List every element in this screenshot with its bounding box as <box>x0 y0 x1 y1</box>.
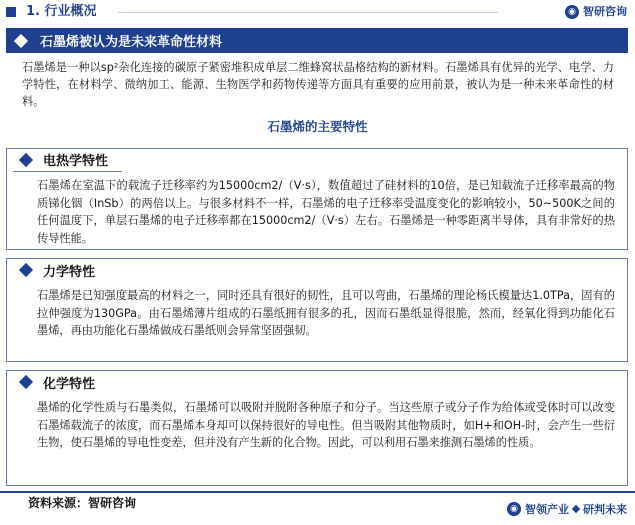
footer-divider <box>0 491 635 493</box>
diamond-icon <box>19 152 33 166</box>
top-bar <box>0 0 635 25</box>
diamond-icon <box>19 263 33 277</box>
title-banner <box>6 28 628 53</box>
section-header <box>13 148 122 172</box>
section-title: 1. 行业概况 <box>26 4 97 19</box>
brand-logo-icon: ◉ <box>565 5 579 19</box>
footer-slogan <box>507 501 627 517</box>
diamond-icon <box>14 33 28 47</box>
diamond-icon <box>19 375 33 389</box>
slogan-left: 智领产业 <box>525 503 569 516</box>
properties-subheading: 石墨烯的主要特性 <box>267 119 368 134</box>
source-note: 资料来源：智研咨询 <box>28 496 137 510</box>
section-marker-square <box>6 7 16 17</box>
section-body: 石墨烯是已知强度最高的材料之一，同时还具有很好的韧性，且可以弯曲，石墨烯的理论杨氏模量达1.0TPa，固有的拉伸强度为130GPa。由石墨烯薄片组成的石墨纸拥有很多的孔，因而石墨纸显得很脆，然而，经氧化得到功能化石墨烯，再由功能化石墨烯做成石墨纸则会异常坚固强韧。 <box>37 289 615 337</box>
section-heading: 电热学特性 <box>43 154 109 169</box>
slogan-right: 研判未来 <box>583 503 627 516</box>
header-brand <box>565 3 627 21</box>
section-electrothermal <box>6 148 628 250</box>
separator-icon <box>572 505 580 513</box>
section-body: 墨烯的化学性质与石墨类似，石墨烯可以吸附并脱附各种原子和分子。当这些原子或分子作为给体或受体时可以改变石墨烯载流子的浓度，而石墨烯本身却可以保持很好的导电性。但当吸附其他物质时，如H+和OH-时，会产生一些衍生物，使石墨烯的导电性变差，但并没有产生新的化合物。因此，可以利用石墨来推测石墨烯的性质。 <box>37 401 615 449</box>
section-chemical <box>6 370 628 486</box>
brand-logo-icon: ◉ <box>507 502 521 516</box>
header-rule <box>118 12 498 13</box>
banner-title: 石墨烯被认为是未来革命性材料 <box>40 35 223 50</box>
brand-name: 智研咨询 <box>583 5 627 18</box>
section-header <box>13 258 109 282</box>
section-heading: 力学特性 <box>43 264 96 280</box>
section-heading: 化学特性 <box>43 376 96 392</box>
section-body: 石墨烯在室温下的载流子迁移率约为15000cm2/（V·s），数值超过了硅材料的10倍，是已知载流子迁移率最高的物质锑化铟（InSb）的两倍以上。与很多材料不一样，石墨烯的电子迁移率受温度变化的影响较小，50~500K之间的任何温度下，单层石墨烯的电子迁移率都在15000cm2/（V·s）左右。石墨烯是一种零距离半导体，具有非常好的热传导性能。 <box>37 179 615 245</box>
section-mechanical <box>6 258 628 362</box>
section-header <box>13 370 109 394</box>
intro-paragraph: 石墨烯是一种以sp²杂化连接的碳原子紧密堆积成单层二维蜂窝状晶格结构的新材料。石墨烯具有优异的光学、电学、力学特性，在材料学、微纳加工、能源、生物医学和药物传递等方面具有重要的应用前景，被认为是一种未来革命性的材料。 <box>22 61 614 108</box>
